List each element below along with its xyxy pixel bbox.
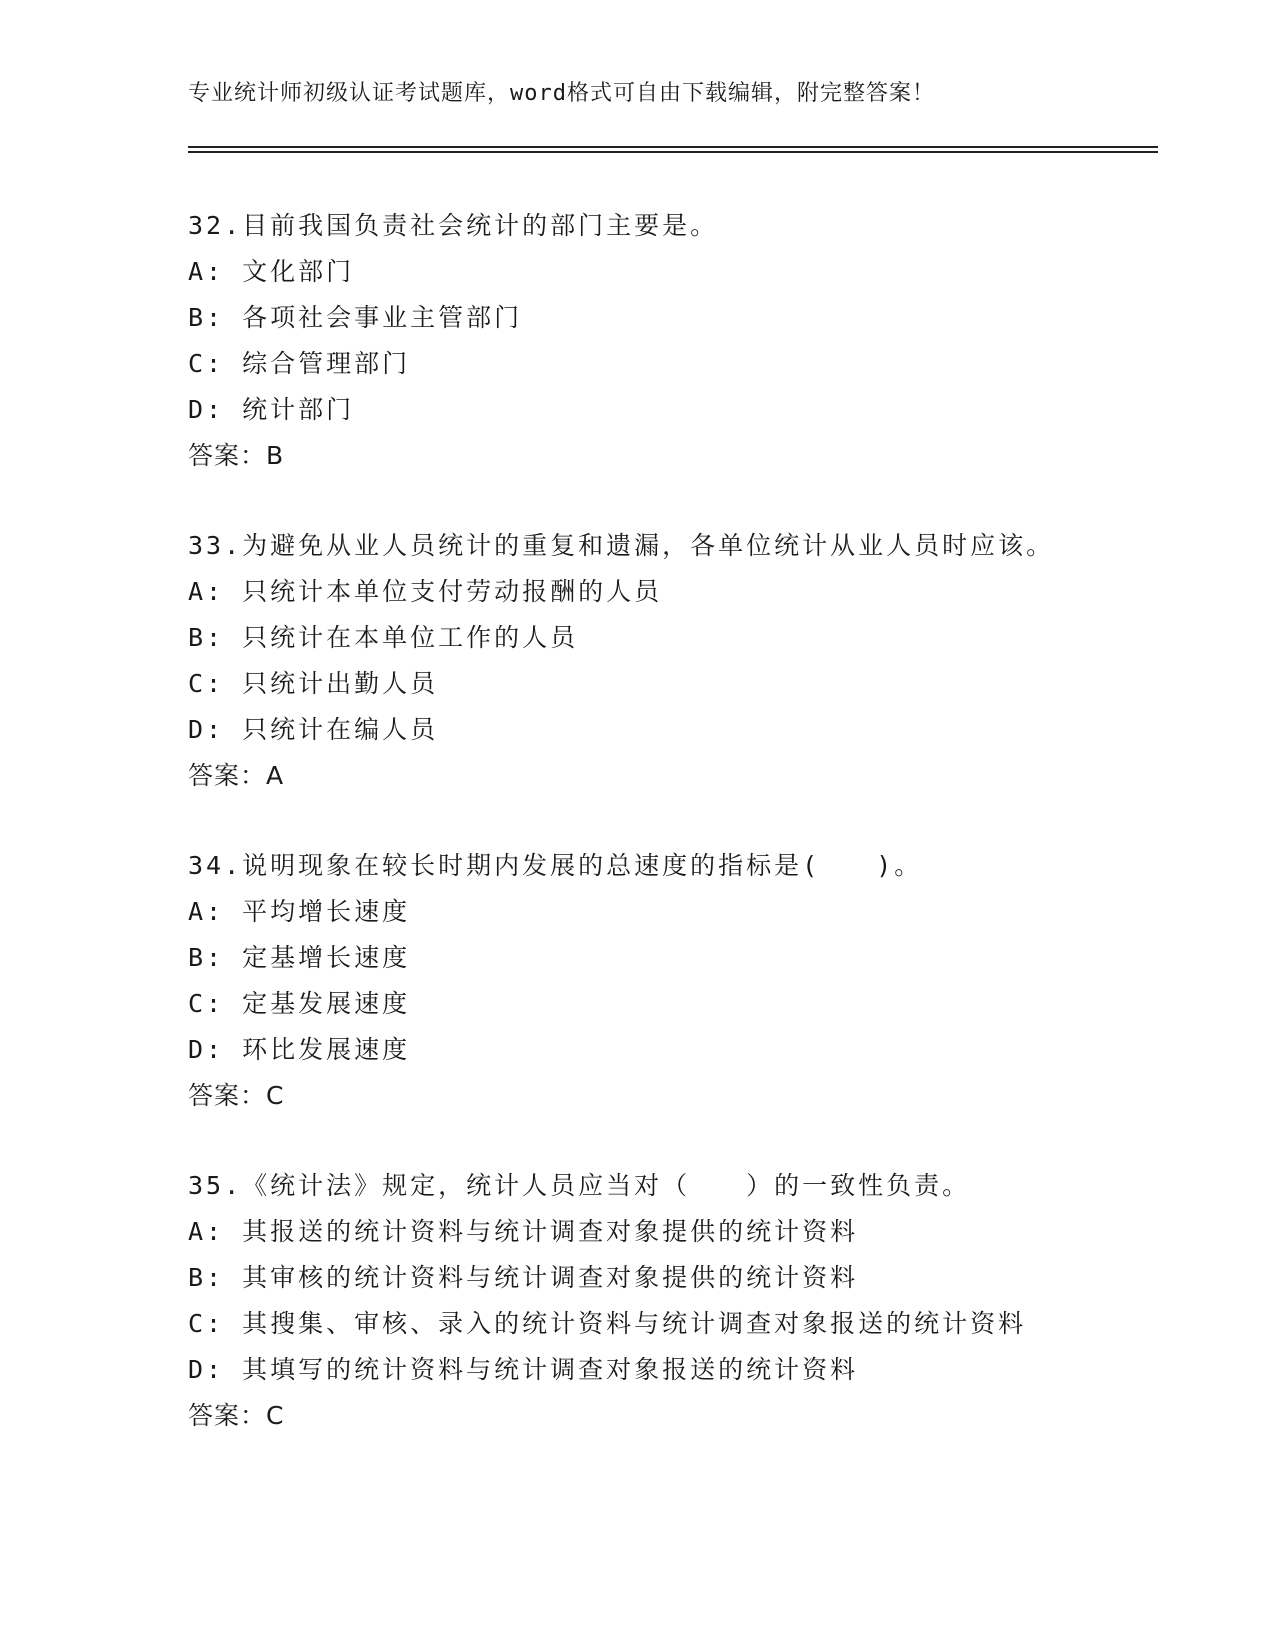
option-b: B: 各项社会事业主管部门 [188, 303, 523, 332]
option-c: C: 其搜集、审核、录入的统计资料与统计调查对象报送的统计资料 [188, 1309, 1027, 1338]
option-a: A: 其报送的统计资料与统计调查对象提供的统计资料 [188, 1217, 859, 1246]
option-c: C: 只统计出勤人员 [188, 669, 439, 698]
question-32 [188, 203, 1188, 479]
option-b: B: 其审核的统计资料与统计调查对象提供的统计资料 [188, 1263, 859, 1292]
question-stem: 32.目前我国负责社会统计的部门主要是。 [188, 211, 719, 240]
option-b: B: 只统计在本单位工作的人员 [188, 623, 579, 652]
question-34 [188, 843, 1188, 1119]
option-c: C: 综合管理部门 [188, 349, 411, 378]
option-d: D: 统计部门 [188, 395, 355, 424]
answer: 答案：C [188, 1401, 285, 1430]
option-b: B: 定基增长速度 [188, 943, 411, 972]
question-33 [188, 523, 1188, 799]
option-a: A: 只统计本单位支付劳动报酬的人员 [188, 577, 663, 606]
option-a: A: 文化部门 [188, 257, 355, 286]
question-35 [188, 1163, 1188, 1439]
option-d: D: 环比发展速度 [188, 1035, 411, 1064]
page-header-text: 专业统计师初级认证考试题库，word格式可自由下载编辑，附完整答案！ [188, 81, 935, 106]
option-d: D: 只统计在编人员 [188, 715, 439, 744]
option-a: A: 平均增长速度 [188, 897, 411, 926]
question-stem: 34.说明现象在较长时期内发展的总速度的指标是( )。 [188, 851, 923, 880]
answer: 答案：B [188, 441, 285, 470]
header-double-rule [188, 146, 1158, 153]
answer: 答案：A [188, 761, 285, 790]
question-stem: 35.《统计法》规定，统计人员应当对（ ）的一致性负责。 [188, 1171, 971, 1200]
question-stem: 33.为避免从业人员统计的重复和遗漏，各单位统计从业人员时应该。 [188, 531, 1055, 560]
option-c: C: 定基发展速度 [188, 989, 411, 1018]
answer: 答案：C [188, 1081, 285, 1110]
option-d: D: 其填写的统计资料与统计调查对象报送的统计资料 [188, 1355, 859, 1384]
